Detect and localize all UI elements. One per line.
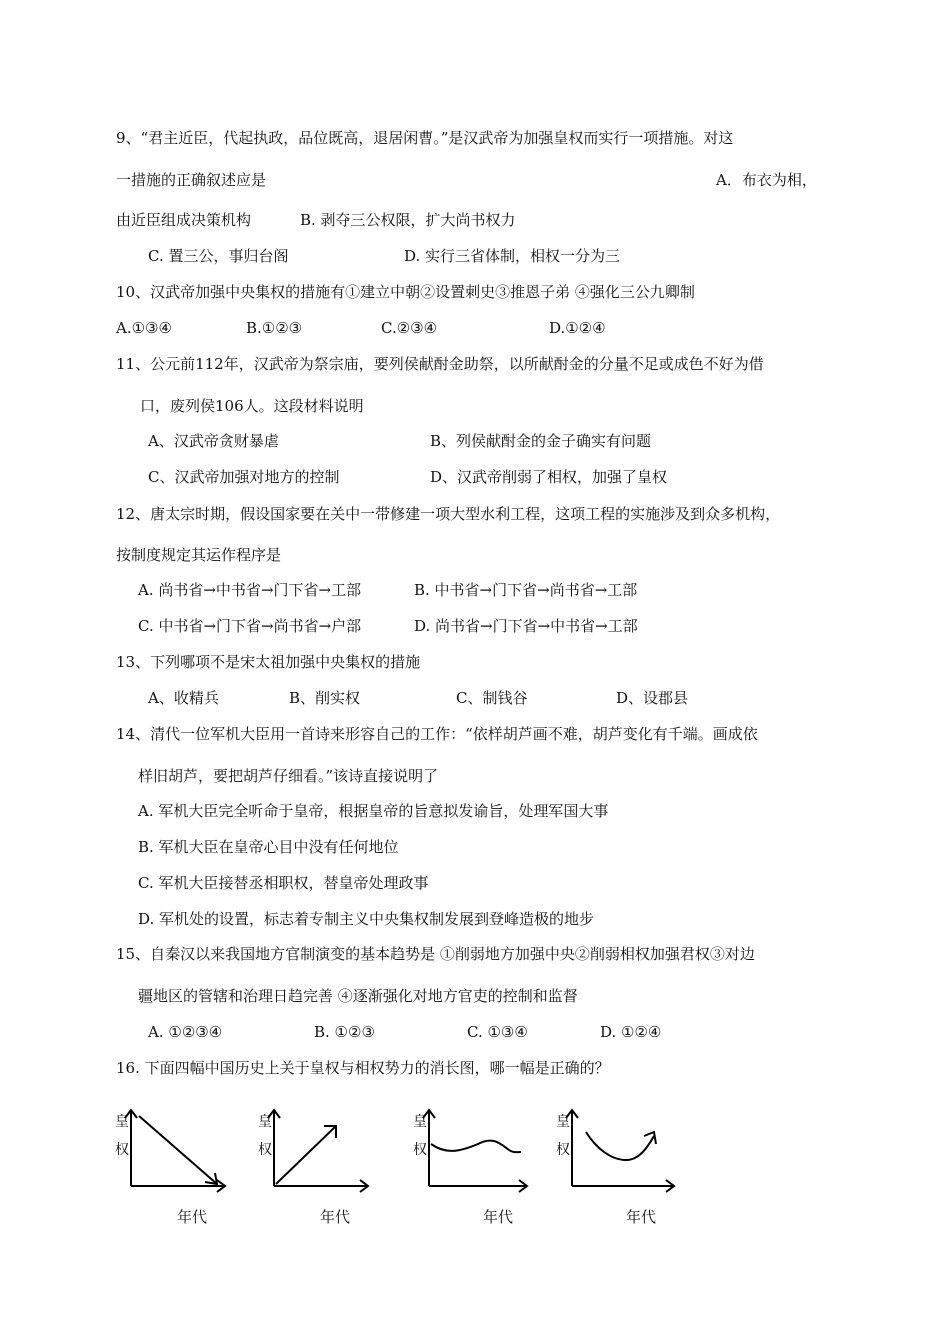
q9-stem-line1: 9、“君主近臣，代起执政，品位既高，退居闲曹。”是汉武帝为加强皇权而实行一项措施。对这 xyxy=(116,129,734,147)
q12-stem-line1: 12、唐太宗时期，假设国家要在关中一带修建一项大型水利工程，这项工程的实施涉及到众多机构， xyxy=(116,505,781,523)
graph-4 xyxy=(556,1108,696,1228)
graph-2-y-label-bottom: 权 xyxy=(258,1142,272,1158)
graph-4-x-label: 年代 xyxy=(626,1208,657,1226)
q10-option-c: C.②③④ xyxy=(381,319,438,337)
q10-option-d: D.①②④ xyxy=(549,319,606,337)
q15-stem-line1: 15、自秦汉以来我国地方官制演变的基本趋势是 ①削弱地方加强中央②削弱相权加强君权③对边 xyxy=(116,945,755,963)
q10-option-a: A.①③④ xyxy=(116,319,172,337)
q9-option-a-cont: 由近臣组成决策机构 xyxy=(116,211,252,229)
q9-option-c: C. 置三公，事归台阁 xyxy=(148,247,289,265)
graph-4-curve xyxy=(586,1132,654,1160)
graph-3-curve xyxy=(431,1141,521,1153)
graph-4-y-label-bottom: 权 xyxy=(556,1142,570,1158)
graph-2-x-label: 年代 xyxy=(320,1208,351,1226)
q10-stem: 10、汉武帝加强中央集权的措施有①建立中朝②设置刺史③推恩子弟 ④强化三公九卿制 xyxy=(116,283,695,301)
q14-stem-line1: 14、清代一位军机大臣用一首诗来形容自己的工作：“依样胡芦画不难，胡芦变化有千端。画成依 xyxy=(116,725,758,743)
graph-1-y-label-top: 皇 xyxy=(115,1114,129,1130)
graph-2-y-label-top: 皇 xyxy=(258,1114,272,1130)
q9-option-b: B. 剥夺三公权限，扩大尚书权力 xyxy=(300,211,516,229)
graph-2-axes xyxy=(268,1108,378,1193)
q10-option-b: B.①②③ xyxy=(246,319,303,337)
q12-option-d: D. 尚书省→门下省→中书省→工部 xyxy=(414,617,638,635)
graph-3-axes xyxy=(423,1108,538,1193)
q14-option-d: D. 军机处的设置，标志着专制主义中央集权制发展到登峰造极的地步 xyxy=(138,910,595,928)
graph-3-y-label-bottom: 权 xyxy=(413,1142,427,1158)
q11-stem-line1: 11、公元前112年，汉武帝为祭宗庙，要列侯献酎金助祭，以所献酎金的分量不足或成色不好为借 xyxy=(116,355,764,373)
q9-option-a: A．布衣为相， xyxy=(716,171,817,189)
q11-stem-line2: 口，废列侯106人。这段材料说明 xyxy=(140,397,364,415)
q12-option-b: B. 中书省→门下省→尚书省→工部 xyxy=(414,581,638,599)
q14-option-b: B. 军机大臣在皇帝心目中没有任何地位 xyxy=(138,838,399,856)
q12-option-c: C. 中书省→门下省→尚书省→户部 xyxy=(138,617,362,635)
q11-option-b: B、列侯献酎金的金子确实有问题 xyxy=(430,432,652,450)
q13-option-b: B、削实权 xyxy=(289,689,361,707)
q11-option-a: A、汉武帝贪财暴虐 xyxy=(148,432,279,450)
graph-1-y-label-bottom: 权 xyxy=(115,1142,129,1158)
graph-2-curve xyxy=(276,1126,336,1184)
q15-option-b: B. ①②③ xyxy=(314,1023,375,1041)
graph-1-x-label: 年代 xyxy=(177,1208,208,1226)
graph-3 xyxy=(413,1108,553,1228)
graph-3-y-label-top: 皇 xyxy=(413,1114,427,1130)
graph-2 xyxy=(258,1108,398,1228)
q11-option-d: D、汉武帝削弱了相权，加强了皇权 xyxy=(430,468,668,486)
q14-stem-line2: 样旧胡芦，要把胡芦仔细看。”该诗直接说明了 xyxy=(138,767,439,785)
q11-option-c: C、汉武帝加强对地方的控制 xyxy=(148,468,340,486)
q15-option-c: C. ①③④ xyxy=(467,1023,528,1041)
q13-option-d: D、设郡县 xyxy=(616,689,689,707)
graph-1 xyxy=(115,1108,255,1228)
q15-option-d: D. ①②④ xyxy=(600,1023,662,1041)
q14-option-c: C. 军机大臣接替丞相职权，替皇帝处理政事 xyxy=(138,874,429,892)
graph-4-axes xyxy=(566,1108,686,1193)
q15-stem-line2: 疆地区的管辖和治理日趋完善 ④逐渐强化对地方官吏的控制和监督 xyxy=(138,987,578,1005)
graph-3-x-label: 年代 xyxy=(483,1208,514,1226)
q13-option-a: A、收精兵 xyxy=(148,689,219,707)
q12-option-a: A. 尚书省→中书省→门下省→工部 xyxy=(138,581,362,599)
q14-option-a: A. 军机大臣完全听命于皇帝，根据皇帝的旨意拟发谕旨，处理军国大事 xyxy=(138,802,609,820)
q9-option-d: D. 实行三省体制，相权一分为三 xyxy=(404,247,621,265)
graph-1-axes xyxy=(125,1108,235,1193)
q15-option-a: A. ①②③④ xyxy=(148,1023,223,1041)
q16-stem: 16. 下面四幅中国历史上关于皇权与相权势力的消长图，哪一幅是正确的？ xyxy=(116,1059,610,1077)
graph-4-y-label-top: 皇 xyxy=(556,1114,570,1130)
q13-option-c: C、制钱谷 xyxy=(456,689,528,707)
graph-1-curve xyxy=(139,1116,217,1184)
q13-stem: 13、下列哪项不是宋太祖加强中央集权的措施 xyxy=(116,653,421,671)
q12-stem-line2: 按制度规定其运作程序是 xyxy=(116,546,282,564)
q9-stem-line2: 一措施的正确叙述应是 xyxy=(116,171,267,189)
